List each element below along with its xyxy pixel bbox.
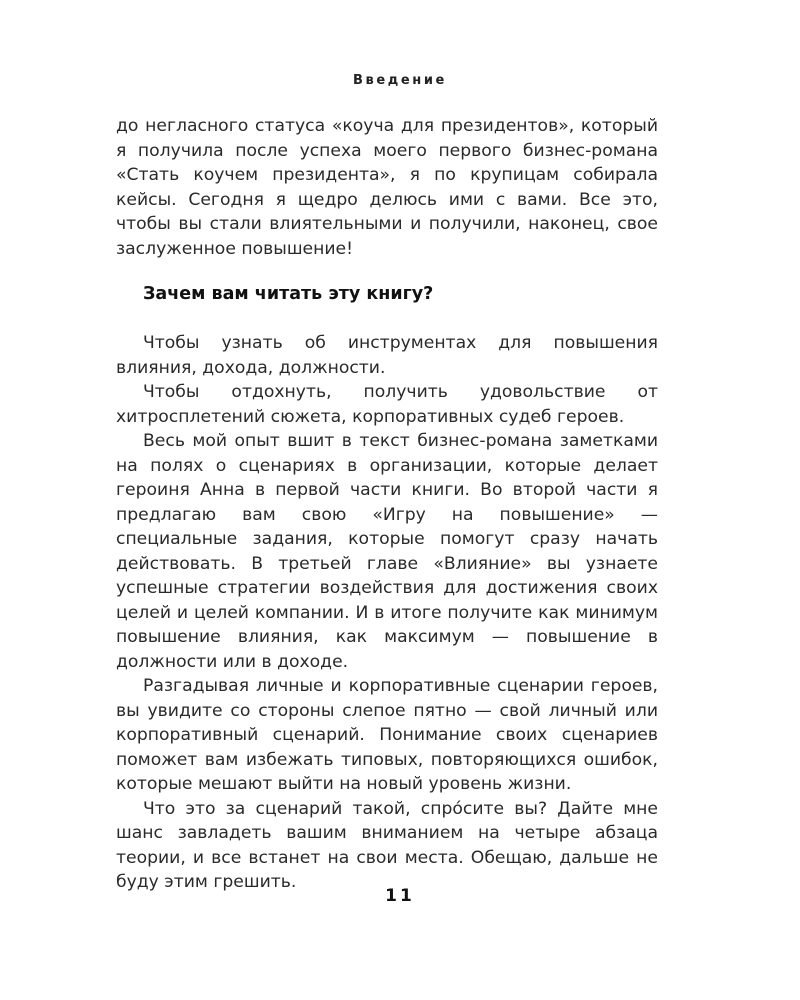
- body-text-block: [116, 331, 658, 895]
- intro-paragraph: до негласного статуса «коуча для президентов», который я получила после успеха моего первого бизнес-романа «Стать коучем президента», я по крупицам собирала кейсы. Сегодня я щедро делюсь ими с вами. Все это, чтобы вы стали влиятельными и получили, наконец, свое заслуженное повышение!: [116, 116, 658, 259]
- section-heading: Зачем вам читать эту книгу?: [143, 284, 434, 304]
- paragraph-4: Разгадывая личные и корпоративные сценарии героев, вы увидите со стороны слепое пятно — свой личный или корпоративный сценарий. Понимание своих сценариев поможет вам избежать типовых, повторяющихся ошибок, которые мешают выйти на новый уровень жизни.: [116, 676, 658, 794]
- paragraph-3: Весь мой опыт вшит в текст бизнес-романа заметками на полях о сценариях в организации, которые делает героиня Анна в первой части книги. Во второй части я предлагаю вам свою «Игру на повышение» — специальные задания, которые помогут сразу начать действовать. В третьей главе «Влияние» вы узнаете успешные стратегии воздействия для достижения своих целей и целей компании. И в итоге получите как минимум повышение влияния, как максимум — повышение в должности или в доходе.: [116, 431, 658, 672]
- page-number: 11: [385, 886, 415, 906]
- running-head: Введение: [353, 73, 447, 88]
- paragraph-2: Чтобы отдохнуть, получить удовольствие от хитросплетений сюжета, корпоративных судеб героев.: [116, 382, 658, 427]
- paragraph-5: Что это за сценарий такой, спро́сите вы? Дайте мне шанс завладеть вашим вниманием на четыре абзаца теории, и все встанет на свои места. Обещаю, дальше не буду этим грешить.: [116, 798, 658, 892]
- paragraph-1: Чтобы узнать об инструментах для повышения влияния, дохода, должности.: [116, 333, 658, 378]
- intro-text-block: [116, 114, 658, 261]
